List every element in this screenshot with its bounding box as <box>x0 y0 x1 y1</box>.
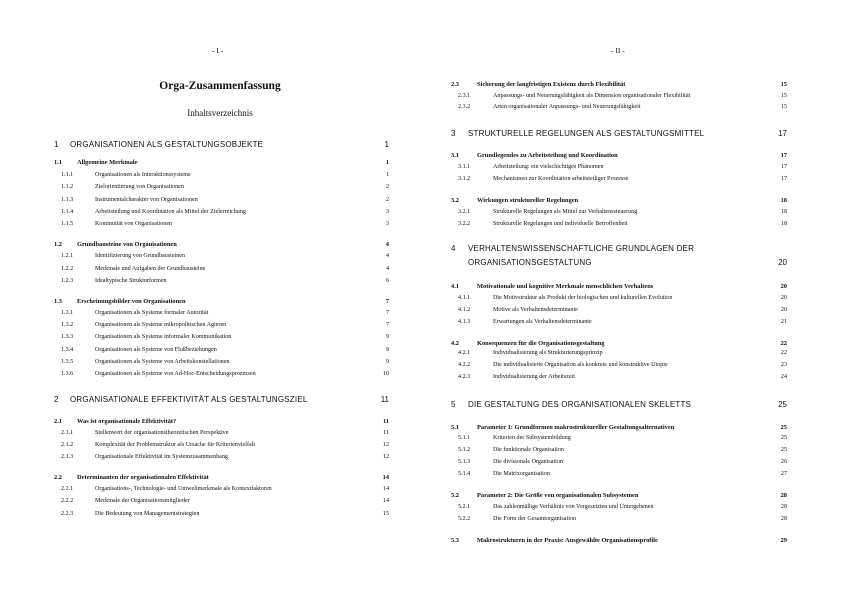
toc-number: 4.2.3 <box>458 374 471 380</box>
toc-page-number: 4 <box>385 266 389 272</box>
toc-number: 1.2 <box>54 241 62 248</box>
toc-number: 1.2.3 <box>61 278 74 284</box>
toc-number: 3.2.1 <box>458 209 471 215</box>
toc-page-number: 20 <box>780 283 787 290</box>
toc-number: 2.1.3 <box>61 454 74 460</box>
toc-title: Arbeitsteilung: ein vielschichtiges Phänomen <box>493 164 604 170</box>
toc-page-number: 20 <box>780 307 787 313</box>
toc-page-number: 17 <box>780 164 787 170</box>
toc-page-number: 28 <box>780 504 787 510</box>
toc-title: Kontinuität von Organisationen <box>95 221 173 227</box>
toc-number: 3.2 <box>451 197 459 204</box>
toc-number: 1.3.6 <box>61 371 74 377</box>
toc-page-number: 1 <box>385 159 389 166</box>
toc-number: 1.3.3 <box>61 334 74 340</box>
toc-title: Allgemeine Merkmale <box>77 159 138 166</box>
toc-page-number: 28 <box>780 492 787 499</box>
toc-title: Individualisierung als Strukturierungsprinzip <box>493 350 603 356</box>
toc-page-number: 25 <box>780 447 787 453</box>
toc-page-number: 12 <box>382 442 389 448</box>
toc-page-number: 22 <box>780 340 787 347</box>
toc-page-number: 27 <box>780 471 787 477</box>
toc-title: Kriterien der Subsystembildung <box>493 435 571 441</box>
toc-title: Organisationen als Interaktionssysteme <box>95 172 191 178</box>
toc-number: 2.1.1 <box>61 430 74 436</box>
toc-title-continued: ORGANISATIONSGESTALTUNG <box>468 258 592 267</box>
toc-title: Anpassungs- und Neuerungsfähigkeit als Dimension organisationaler Flexibilität <box>493 93 691 99</box>
toc-title: Zielorientierung von Organisationen <box>95 184 184 190</box>
toc-page-number: 9 <box>385 347 389 353</box>
document-title: Orga-Zusammenfassung <box>159 80 281 92</box>
toc-title: Strukturelle Regelungen und individuelle Betroffenheit <box>493 221 628 227</box>
toc-page-number: 18 <box>780 221 787 227</box>
toc-number: 1.1.2 <box>61 184 74 190</box>
toc-page-number: 25 <box>780 424 787 431</box>
toc-number: 2.2.2 <box>61 498 74 504</box>
toc-title: Idealtypische Strukturformen <box>95 278 167 284</box>
toc-page-number: 28 <box>780 516 787 522</box>
toc-title: DIE GESTALTUNG DES ORGANISATIONALEN SKELETTS <box>468 400 692 409</box>
toc-title: Organisationen als Systeme von Flußbeziehungen <box>95 347 217 353</box>
toc-page-number: 7 <box>385 310 389 316</box>
toc-page-number: 14 <box>382 474 389 481</box>
toc-title: Organisationen als Systeme informaler Kommunikation <box>95 334 232 340</box>
toc-number: 2.1 <box>54 418 62 425</box>
toc-title: ORGANISATIONEN ALS GESTALTUNGSOBJEKTE <box>70 140 264 149</box>
toc-number: 5.1.2 <box>458 447 471 453</box>
toc-page-number: 17 <box>780 152 787 159</box>
toc-title: Instrumentalcharakter von Organisationen <box>95 197 198 203</box>
toc-number: 2.1.2 <box>61 442 74 448</box>
page-number: - II - <box>611 46 625 55</box>
toc-page-number: 15 <box>780 93 787 99</box>
toc-number: 1.1.5 <box>61 221 74 227</box>
toc-page-number: 15 <box>780 81 787 88</box>
toc-heading: Inhaltsverzeichnis <box>187 108 253 118</box>
toc-page-number: 10 <box>382 371 389 377</box>
toc-number: 1.3.2 <box>61 322 74 328</box>
toc-title: Organisationen als Systeme von Arbeitskonstellationen <box>95 359 230 365</box>
toc-page-number: 24 <box>780 374 787 380</box>
toc-page-number: 22 <box>780 350 787 356</box>
toc-page-number: 7 <box>385 322 389 328</box>
toc-title: Organisationen als Systeme von Ad-Hoc-Entscheidungsprozessen <box>95 371 256 377</box>
toc-number: 5.2.1 <box>458 504 471 510</box>
toc-page-number: 25 <box>780 435 787 441</box>
toc-page-number: 9 <box>385 334 389 340</box>
toc-page-number: 11 <box>383 430 389 436</box>
toc-title: Die individualisierte Organisation als konkrete und konstruktive Utopie <box>493 362 668 368</box>
toc-page-number: 23 <box>780 362 787 368</box>
toc-page-number: 14 <box>382 486 389 492</box>
toc-number: 4 <box>451 244 456 253</box>
toc-title: Strukturelle Regelungen als Mittel zur Verhaltenssteuerung <box>493 209 638 215</box>
toc-number: 1.2.2 <box>61 266 74 272</box>
toc-number: 1.3 <box>54 298 62 305</box>
toc-number: 5.2 <box>451 492 459 499</box>
toc-number: 5 <box>451 400 456 409</box>
toc-number: 4.1.1 <box>458 295 471 301</box>
toc-title: Motivationale und kognitive Merkmale menschlichen Verhaltens <box>477 283 654 290</box>
toc-number: 4.2.2 <box>458 362 471 368</box>
toc-title: Mechanismen zur Koordination arbeitsteiliger Prozesse <box>493 176 629 182</box>
toc-page-number: 3 <box>385 209 389 215</box>
toc-number: 2.3 <box>451 81 459 88</box>
toc-number: 2.3.2 <box>458 104 471 110</box>
toc-number: 1.3.4 <box>61 347 74 353</box>
toc-page-number: 15 <box>780 104 787 110</box>
toc-title: Grundbausteine von Organisationen <box>77 241 177 248</box>
toc-number: 1.1.1 <box>61 172 74 178</box>
toc-page-number: 6 <box>385 278 389 284</box>
toc-number: 4.2.1 <box>458 350 471 356</box>
toc-title: Motive als Verhaltensdeterminante <box>493 307 578 313</box>
toc-page-number: 29 <box>780 537 787 544</box>
toc-number: 5.1.3 <box>458 459 471 465</box>
toc-title: Die divisionale Organisation <box>493 459 563 465</box>
toc-page-number: 15 <box>382 511 389 517</box>
toc-title: Das zahlenmäßige Verhältnis von Vorgesetzten und Untergebenen <box>493 504 654 510</box>
toc-page-number: 2 <box>385 184 389 190</box>
toc-page-number: 26 <box>780 459 787 465</box>
toc-title: Sicherung der langfristigen Existenz durch Flexibilität <box>477 81 626 88</box>
toc-number: 4.2 <box>451 340 459 347</box>
toc-title: Die Matrixorganisation <box>493 471 550 477</box>
toc-title: Die Motivstruktur als Produkt der biologischen und kulturellen Evolution <box>493 295 673 301</box>
toc-title: Organisationen als Systeme mikropolitischen Agieren <box>95 322 227 328</box>
toc-title: Merkmale der Organisationsmitglieder <box>95 498 190 504</box>
toc-page-number: 11 <box>380 395 389 404</box>
toc-title: Komplexität der Problemstruktur als Ursache für Kriterienvielfalt <box>95 442 256 448</box>
toc-page-number: 17 <box>780 176 787 182</box>
toc-number: 3.1 <box>451 152 459 159</box>
toc-number: 1.3.5 <box>61 359 74 365</box>
toc-page-number: 18 <box>780 209 787 215</box>
toc-number: 3.2.2 <box>458 221 471 227</box>
toc-number: 5.1 <box>451 424 459 431</box>
toc-page-number: 17 <box>778 129 787 138</box>
toc-number: 1.1.4 <box>61 209 74 215</box>
toc-number: 2.2.1 <box>61 486 74 492</box>
toc-title: Arbeitsteilung und Koordination als Mittel der Zielerreichung <box>95 209 246 215</box>
toc-number: 5.3 <box>451 537 459 544</box>
toc-title: Arten organisationaler Anpassungs- und Neuerungsfähigkeit <box>493 104 641 110</box>
toc-page-number: 4 <box>385 253 389 259</box>
toc-number: 1 <box>54 140 59 149</box>
toc-page-number: 12 <box>382 454 389 460</box>
toc-title: Erwartungen als Verhaltensdeterminante <box>493 319 592 325</box>
toc-title: Determinanten der organisationalen Effektivität <box>77 474 209 481</box>
toc-number: 4.1 <box>451 283 459 290</box>
toc-title: Grundlegendes zu Arbeitsteilung und Koordination <box>477 152 618 159</box>
toc-page-number: 2 <box>385 197 389 203</box>
toc-number: 4.1.3 <box>458 319 471 325</box>
toc-title: VERHALTENSWISSENSCHAFTLICHE GRUNDLAGEN DER <box>468 244 695 253</box>
toc-number: 3 <box>451 129 456 138</box>
toc-title: Parameter 2: Die Größe von organisationalen Subsystemen <box>477 492 639 499</box>
toc-page-number: 21 <box>780 319 787 325</box>
toc-title: Individualisierung der Arbeitszeit <box>493 374 575 380</box>
toc-number: 2.2 <box>54 474 62 481</box>
toc-number: 2.3.1 <box>458 93 471 99</box>
toc-title: Die funktionale Organisation <box>493 447 564 453</box>
toc-title: Merkmale und Aufgaben der Grundbausteine <box>95 266 206 272</box>
toc-title: ORGANISATIONALE EFFEKTIVITÄT ALS GESTALTUNGSZIEL <box>70 395 308 404</box>
toc-title: Parameter 1: Grundformen makrostruktureller Gestaltungsalternativen <box>477 424 675 431</box>
toc-number: 5.2.2 <box>458 516 471 522</box>
toc-number: 1.1 <box>54 159 62 166</box>
toc-title: Was ist organisationale Effektivität? <box>77 418 177 425</box>
toc-page-number: 4 <box>385 241 389 248</box>
toc-title: Die Form der Gesamtorganisation <box>493 516 576 522</box>
toc-page-number: 25 <box>778 400 787 409</box>
toc-page-number: 3 <box>385 221 389 227</box>
toc-title: Makrostrukturen in der Praxis: Ausgewählte Organisationsprofile <box>477 537 658 544</box>
toc-page-number: 9 <box>385 359 389 365</box>
page-number: - I - <box>212 46 224 55</box>
toc-title: Die Bedeutung von Managementstrategien <box>95 511 200 517</box>
toc-title: Stellenwert der organisationstheoretischen Perspektive <box>95 430 229 436</box>
toc-title: STRUKTURELLE REGELUNGEN ALS GESTALTUNGSMITTEL <box>468 129 705 138</box>
toc-title: Erscheinungsbilder von Organisationen <box>77 298 186 305</box>
toc-number: 5.1.1 <box>458 435 471 441</box>
toc-title: Identifizierung von Grundbausteinen <box>95 253 186 259</box>
toc-number: 1.3.1 <box>61 310 74 316</box>
toc-page-number: 7 <box>385 298 389 305</box>
toc-number: 1.2.1 <box>61 253 74 259</box>
toc-title: Organisations-, Technologie- und Umweltmerkmale als Kontextfaktoren <box>95 486 272 492</box>
toc-number: 2 <box>54 395 59 404</box>
toc-number: 5.1.4 <box>458 471 471 477</box>
toc-page-number: 11 <box>382 418 389 425</box>
right-page <box>421 0 842 595</box>
toc-page-number: 20 <box>778 258 787 267</box>
toc-page-number: 1 <box>384 140 389 149</box>
toc-title: Organisationale Effektivität im Systemzusammenhang <box>95 454 228 460</box>
toc-title: Konsequenzen für die Organisationsgestaltung <box>477 340 605 347</box>
toc-page-number: 20 <box>780 295 787 301</box>
toc-number: 4.1.2 <box>458 307 471 313</box>
toc-title: Wirkungen struktureller Regelungen <box>477 197 579 204</box>
toc-page-number: 18 <box>780 197 787 204</box>
toc-page-number: 14 <box>382 498 389 504</box>
toc-page-number: 1 <box>385 172 389 178</box>
toc-number: 3.1.2 <box>458 176 471 182</box>
toc-number: 3.1.1 <box>458 164 471 170</box>
toc-number: 2.2.3 <box>61 511 74 517</box>
toc-number: 1.1.3 <box>61 197 74 203</box>
toc-title: Organisationen als Systeme formaler Autorität <box>95 310 209 316</box>
